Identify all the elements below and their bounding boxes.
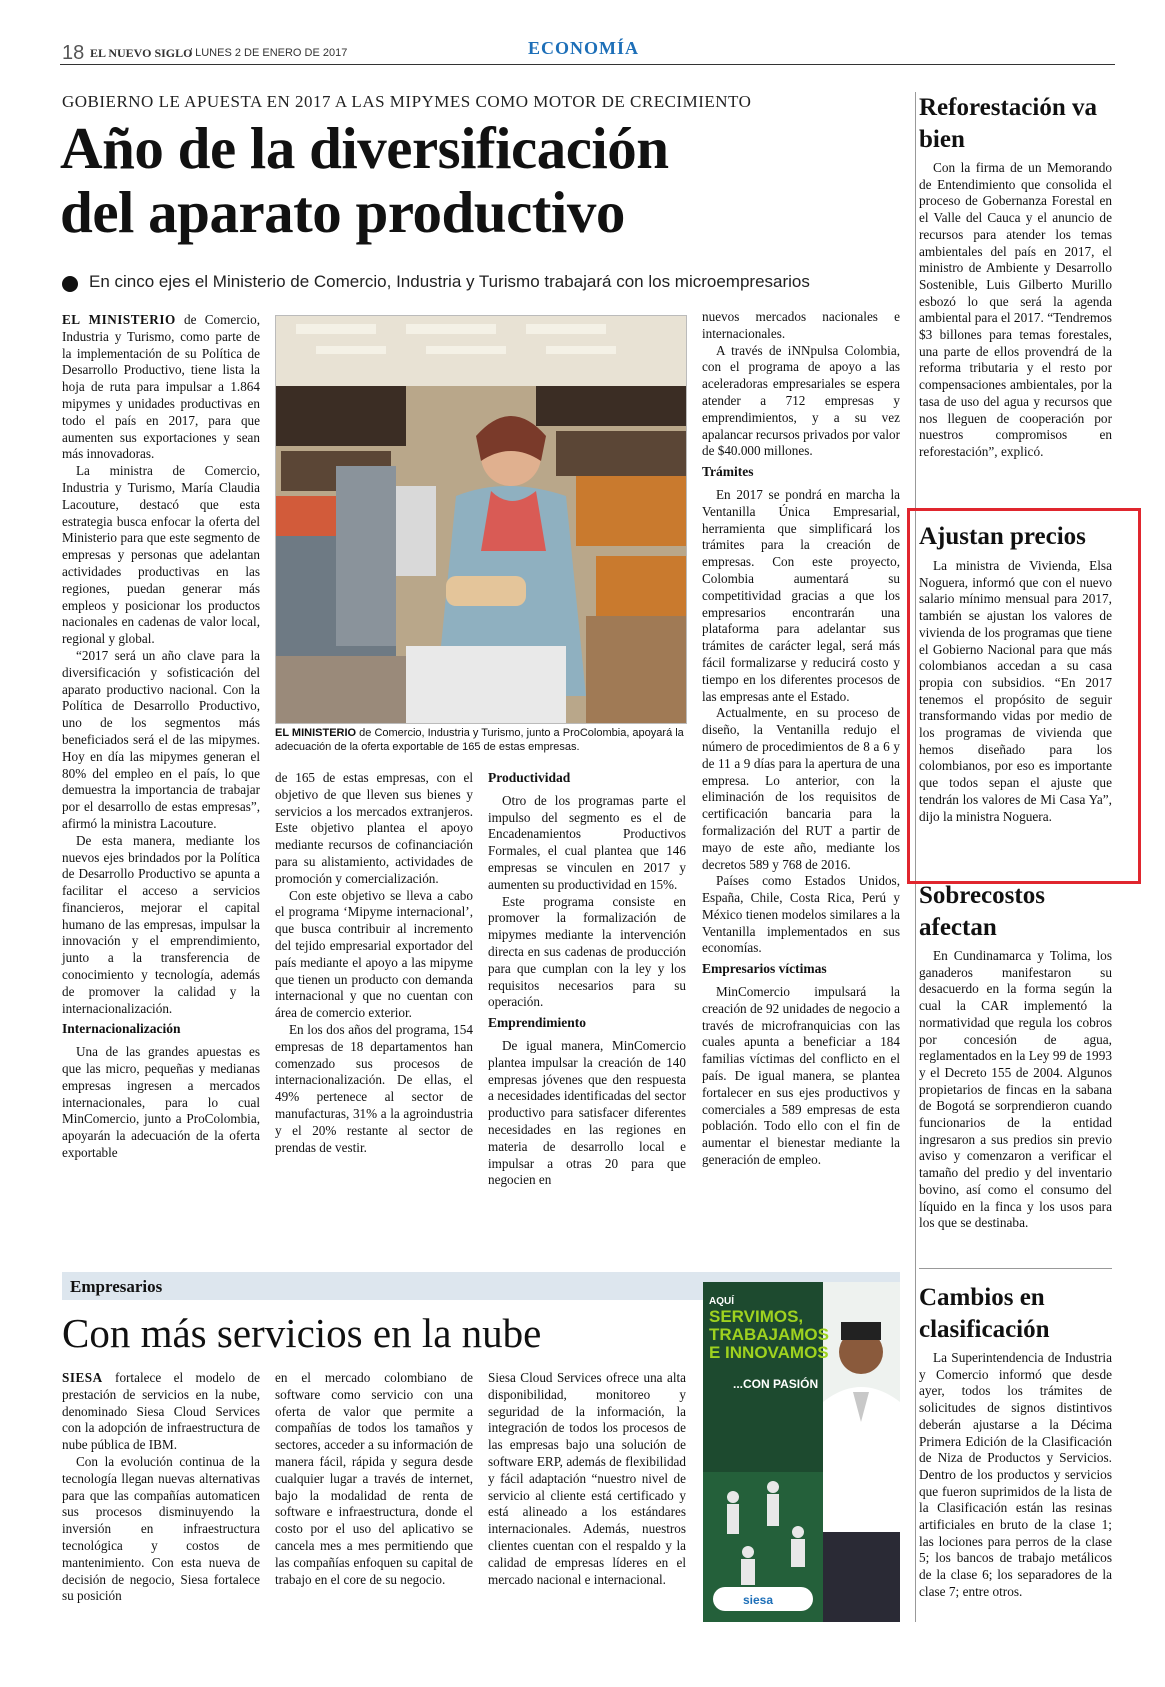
paragraph: Una de las grandes apuestas es que las micro, pequeñas y medianas empresas ingresen a mercados internacionales, para lo cual MinComercio, junto a ProColombia, apoyarán la adecuación de la oferta exportable: [62, 1044, 260, 1161]
sidebar-body-reforestacion: [919, 160, 1112, 461]
article-column-2: [275, 770, 473, 1156]
bottom-column-1: [62, 1370, 260, 1605]
paragraph: De esta manera, mediante los nuevos ejes brindados por la Política de Desarrollo Productivo se apunta a facilitar el acceso a servicios financieros, mejorar el capital humano de las empresas, impulsar la innovación y el emprendimiento, junto a la transferencia de conocimiento y tecnología, además de promover la calidad y la internacionalización.: [62, 832, 260, 1016]
paragraph: “2017 será un año clave para la diversificación y sofisticación del aparato productivo nacional. Con la Política de Desarrollo Productivo, uno de los segmentos más beneficiados será el de las mipymes. Hoy en día las mipymes generan el 80% del empleo en el país, lo que demuestra la importancia de trabajar por el desarrollo de estas empresas”, afirmó la ministra Lacouture.: [62, 647, 260, 831]
paragraph: Con este objetivo se lleva a cabo el programa ‘Mipyme internacional’, que busca contribuir al incremento del tejido empresarial exportador del país mediante el apoyo a las mipyme que tienen un producto con demanda internacional y que no cuentan con área de comercio exterior.: [275, 887, 473, 1021]
bottom-column-2: [275, 1370, 473, 1588]
paragraph: [62, 312, 260, 463]
bottom-column-3: [488, 1370, 686, 1588]
bottom-kicker: Empresarios: [70, 1277, 163, 1296]
paragraph: Países como Estados Unidos, España, Chile, Costa Rica, Perú y México tienen modelos similares a la Ventanilla implementados en sus economías.: [702, 873, 900, 956]
paragraph: Siesa Cloud Services ofrece una alta disponibilidad, monitoreo y seguridad de la información, la integración de todos los procesos de las empresas bajo una solución de software ERP, además de flexibilidad y fácil adaptación “nuestro nivel de servicio al cliente está certificado y está alineado a los estándares internacionales. Además, nuestros clientes cuentan con el respaldo y la calidad de empresas líderes en el mercado nacional e internacional.: [488, 1370, 686, 1587]
paragraph: MinComercio impulsará la creación de 92 unidades de negocio a través de microfranquicias con las cuales apunta a beneficiar a 184 familias víctimas del conflicto en el país. De igual manera, se plantea fortalecer en sus ejes productivos y comerciales a 589 empresas de esta población. Todo ello con el fin de aumentar el bienestar mediante la generación de empleo.: [702, 984, 900, 1168]
ad-pasion: ...CON PASIÓN: [733, 1377, 819, 1391]
paragraph: La ministra de Vivienda, Elsa Noguera, informó que con el nuevo salario mínimo mensual para 2017, también se ajustan los valores de vivienda de los programas que tiene el Gobierno Nacional para que más colombianos accedan a su casa propia con subsidios. “En 2017 tenemos el propósito de seguir transformando vidas por medio de los programas de vivienda que hemos diseñado para los colombianos, por eso es importante que todos sepan el ajuste que tendrán los valores de Mi Casa Ya”, dijo la ministra Noguera.: [919, 558, 1112, 824]
paragraph: A través de iNNpulsa Colombia, con el programa de apoyo a las aceleradoras empresariales se espera atender a 712 empresas y emprendimientos, y a su vez apalancar recursos privados por valor de $40.000 millones.: [702, 342, 900, 459]
bottom-headline: Con más servicios en la nube: [62, 1310, 542, 1356]
bullet-icon: [62, 276, 78, 292]
article-column-3: [488, 770, 686, 1189]
paragraph: de 165 de estas empresas, con el objetivo de que lleven sus bienes y servicios a los mercados extranjeros. Este objetivo plantea el apoyo mediante recursos de cofinanciación para su alistamiento, actividades de promoción y comercialización.: [275, 770, 473, 886]
header-rule: [60, 64, 1115, 65]
subheading: Empresarios víctimas: [702, 961, 827, 977]
paragraph-text: fortalece el modelo de prestación de servicios en la nube, denominado Siesa Cloud Services con la adopción de infraestructura de nube pública de IBM.: [62, 1370, 260, 1453]
sidebar-title-cambios: Cambios en clasificación: [919, 1284, 1050, 1343]
factory-photo: [275, 315, 687, 724]
article-kicker: GOBIERNO LE APUESTA EN 2017 A LAS MIPYMES COMO MOTOR DE CRECIMIENTO: [62, 92, 752, 111]
paragraph: En los dos años del programa, 154 empresas de 18 departamentos han comenzado sus procesos de internacionalización. De ellas, el 49% pertenece al sector de manufacturas, 31% a la agroindustria y el 20% restante al sector de prendas de vestir.: [275, 1021, 473, 1155]
paragraph: Con la evolución continua de la tecnología llegan nuevas alternativas para que las compañías automaticen sus procesos disminuyendo la inversión en infraestructura tecnológica y costos de mantenimiento. Con esta nueva de decisión de negocio, Siesa fortalece su posición: [62, 1453, 260, 1604]
paragraph: Otro de los programas parte el impulso del segmento es el de Encadenamientos Productivos Formales, el cual plantea que 146 empresas se vinculen en 2017 y aumenten su productividad en 15%.: [488, 792, 686, 892]
paragraph-text: de Comercio, Industria y Turismo, como parte de la implementación de su Política de Desarrollo Productivo, tiene lista la hoja de ruta para impulsar a 1.864 mipymes y unidades productivas en todo el país en 2017, para que aumenten sus exportaciones y sean más innovadoras.: [62, 312, 260, 462]
siesa-ad-image: [703, 1282, 900, 1622]
ad-aqui: AQUÍ: [709, 1296, 734, 1307]
subheading: Emprendimiento: [488, 1015, 587, 1031]
article-column-1: [62, 312, 260, 1162]
subheading: Productividad: [488, 770, 571, 785]
headline-line-1: Año de la diversificación: [60, 115, 669, 181]
article-headline: [60, 116, 900, 244]
paragraph: La Superintendencia de Industria y Comercio informó que desde ayer, todos los trámites de solicitudes de signos distintivos deberán ajustarse a la Décima Primera Edición de la Clasificación de Niza de Productos y Servicios. Dentro de los productos y servicios que fueron suprimidos de la lista de la Clasificación están las resinas artificiales en bruto de la clase 1; las lociones para perros de la clase 5; los bancos de trabajo metálicos de la clase 6; los separadores de la clase 7; entre otros.: [919, 1350, 1112, 1599]
ad-line-1: SERVIMOS,: [709, 1307, 804, 1326]
sidebar-body-cambios: [919, 1350, 1112, 1601]
page-number: 18: [62, 42, 85, 64]
paper-name: EL NUEVO SIGLO: [90, 46, 193, 60]
caption-text: de Comercio, Industria y Turismo, junto a ProColombia, apoyará la adecuación de la oferta exportable de 165 de estas empresas.: [275, 727, 684, 753]
ad-line-2: TRABAJAMOS: [709, 1325, 829, 1344]
caption-lead: EL MINISTERIO: [275, 727, 357, 739]
lead-word: SIESA: [62, 1370, 103, 1385]
paragraph: En 2017 se pondrá en marcha la Ventanilla Única Empresarial, herramienta que simplificará los trámites para la creación de empresas. Con este proyecto, Colombia aumentará su competitividad gracias a que los empresarios encontrarán una plataforma para adelantar sus trámites de carácter legal, será más fácil formalizarse y reducirá costo y tiempo en los diferentes procesos de las empresas ante el Estado.: [702, 486, 900, 704]
lead-word: EL MINISTERIO: [62, 312, 176, 327]
photo-caption: [275, 726, 687, 754]
sidebar-rule: [919, 1268, 1112, 1269]
section-label: ECONOMÍA: [528, 38, 639, 58]
sidebar-body-sobrecostos: [919, 948, 1112, 1232]
paragraph: nuevos mercados nacionales e internacionales.: [702, 309, 900, 341]
sidebar-title-sobrecostos: Sobrecostos afectan: [919, 882, 1045, 941]
paragraph: [62, 1370, 260, 1454]
headline-line-2: del aparato productivo: [60, 179, 625, 245]
paragraph: En Cundinamarca y Tolima, los ganaderos manifestaron su desacuerdo en la forma según la cual la CAR implementó la normatividad que regula los cobros por concesión de agua, reglamentados en la Ley 99 de 1993 y el Decreto 155 de 2004. Algunos propietarios de fincas en la sabana de Bogotá se sorprendieron cuando funcionarios de la entidad ingresaron a sus predios sin previo aviso y comenzaron a verificar el tamaño del predio y del inventario bovino, así como el consumo del líquido en la finca y los usos para los que se destinaba.: [919, 948, 1112, 1231]
ad-line-3: E INNOVAMOS: [709, 1343, 829, 1362]
paragraph: Actualmente, en su proceso de diseño, la Ventanilla redujo el número de procedimientos de 8 a 6 y de 11 a 9 días para la apertura de una empresa. Lo anterior, con la eliminación de los requisitos de certificación bancaria para la formalización del RUT a partir de mayo de este año, mediante los decretos 589 y 768 de 2016.: [702, 705, 900, 872]
subheading: Internacionalización: [62, 1021, 181, 1037]
ad-brand-logo: siesa: [743, 1593, 774, 1607]
paragraph: La ministra de Comercio, Industria y Turismo, María Claudia Lacouture, destacó que esta estrategia busca enfocar la oferta del Ministerio para que este segmento de empresas y personas que adelantan actividades productivas en las regiones, puedan generar más empleos y posicionar los productos nacionales en cadenas de valor local, regional y global.: [62, 463, 260, 647]
sidebar-body-ajustan: [919, 558, 1112, 825]
paragraph: Con la firma de un Memorando de Entendimiento que consolida el proceso de Gobernanza Forestal en el Valle del Cauca y el anuncio de recursos para atender los temas ambientales del país en 2017, el ministro de Ambiente y Desarrollo Sostenible, Luis Gilberto Murillo esbozó lo que será la agenda ambiental para el 2017. “Tendremos $3 billones para temas forestales, una parte de ellos provendrá de la reforma tributaria y el resto por compensaciones ambientales, por la tasa de uso del agua y recursos que nos lleguen de cooperación por nuestros compromisos en reforestación”, explicó.: [919, 160, 1112, 459]
paragraph: en el mercado colombiano de software como servicio con una oferta de valor que permite a compañías de todos los tamaños y sectores, acceder a su información de manera fácil, rápida y segura desde cualquier lugar a través de internet, bajo la modalidad de renta de software e infraestructura, donde el costo por el uso del aplicativo se cancela mes a mes permitiendo que las compañías enfoquen su capital de trabajo en el core de su negocio.: [275, 1370, 473, 1587]
paragraph: Este programa consiste en promover la formalización de mipymes mediante la intervención directa en sus cadenas de producción para que cumplan con la ley y los requisitos necesarios para su operación.: [488, 893, 686, 1010]
issue-date: / LUNES 2 DE ENERO DE 2017: [189, 47, 348, 59]
article-column-4: [702, 309, 900, 1169]
paragraph: De igual manera, MinComercio plantea impulsar la creación de 140 empresas jóvenes que den respuesta a necesidades identificadas del sector productivo para satisfacer diferentes necesidades en las regiones en materia de desarrollo local e impulsar a otras 20 para que negocien en: [488, 1037, 686, 1188]
sidebar-title-reforestacion: Reforestación va bien: [919, 94, 1097, 153]
article-subheadline: En cinco ejes el Ministerio de Comercio, Industria y Turismo trabajará con los microempresarios: [89, 272, 810, 291]
sidebar-title-ajustan: Ajustan precios: [919, 523, 1086, 550]
subheading: Trámites: [702, 464, 754, 480]
